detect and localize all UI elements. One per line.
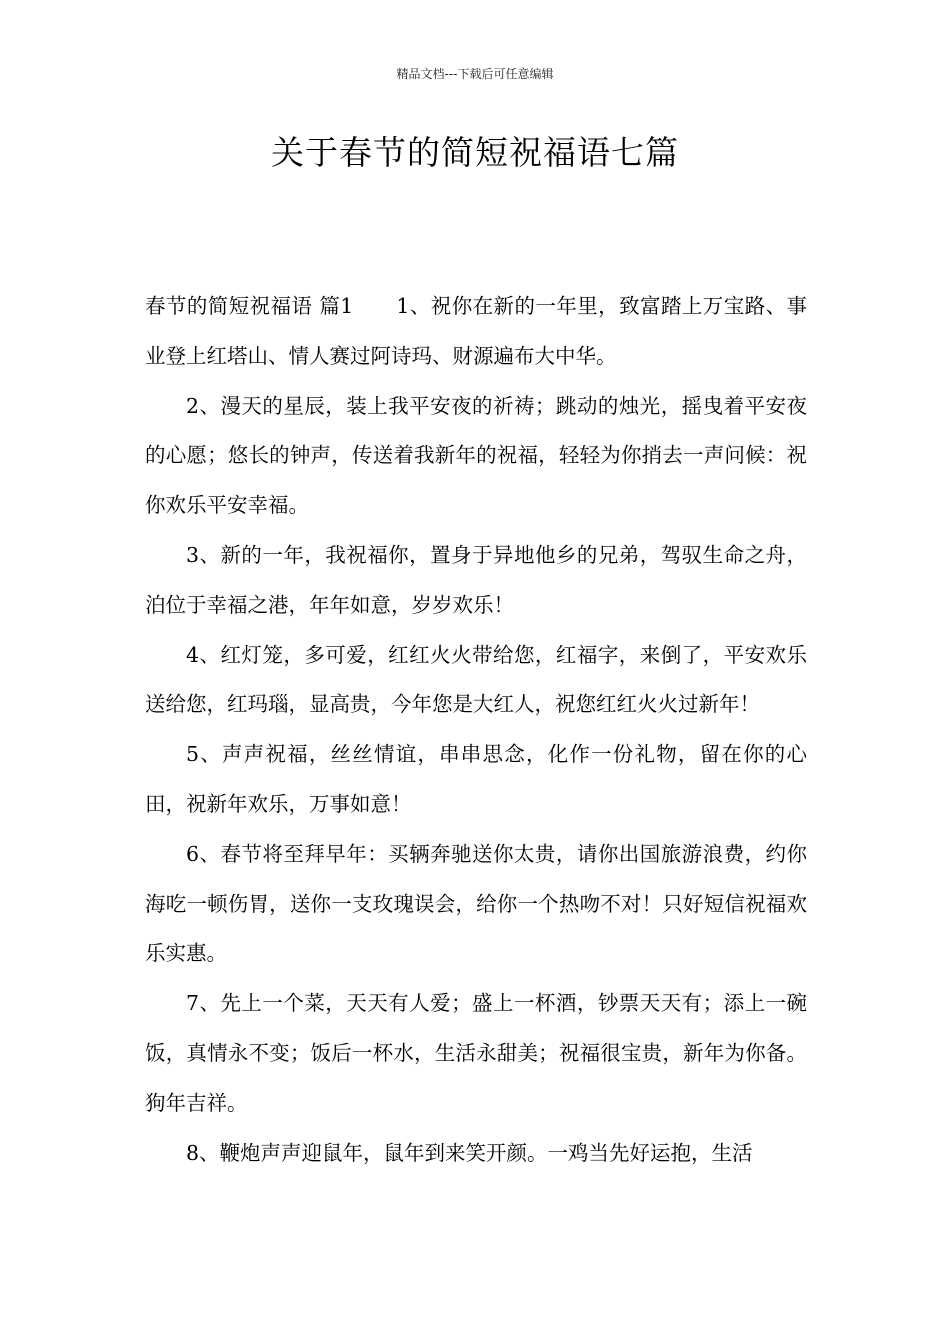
paragraph-2: 2、漫天的星辰，装上我平安夜的祈祷；跳动的烛光，摇曳着平安夜的心愿；悠长的钟声，传送着我新年的祝福，轻轻为你捎去一声问候：祝你欢乐平安幸福。 xyxy=(145,393,807,518)
document-title: 关于春节的简短祝福语七篇 xyxy=(271,133,679,172)
paragraph-6: 6、春节将至拜早年：买辆奔驰送你太贵，请你出国旅游浪费，约你海吃一顿伤胃，送你一支玫瑰误会，给你一个热吻不对！只好短信祝福欢乐实惠。 xyxy=(145,841,807,966)
section-heading: 春节的简短祝福语 篇1 xyxy=(145,294,354,318)
paragraph-3: 3、新的一年，我祝福你，置身于异地他乡的兄弟，驾驭生命之舟，泊位于幸福之港，年年如意，岁岁欢乐！ xyxy=(145,542,807,617)
paragraph-4: 4、红灯笼，多可爱，红红火火带给您，红福字，来倒了，平安欢乐送给您，红玛瑙，显高贵，今年您是大红人，祝您红红火火过新年！ xyxy=(145,642,807,717)
paragraph-5: 5、声声祝福，丝丝情谊，串串思念，化作一份礼物，留在你的心田，祝新年欢乐，万事如意！ xyxy=(145,742,807,816)
paragraph-1 xyxy=(145,282,807,382)
paragraph-7: 7、先上一个菜，天天有人爱；盛上一杯酒，钞票天天有；添上一碗饭，真情永不变；饭后一杯水，生活永甜美；祝福很宝贵，新年为你备。狗年吉祥。 xyxy=(145,991,807,1115)
paragraph-1-text: 1、祝你在新的一年里，致富踏上万宝路、事业登上红塔山、情人赛过阿诗玛、财源遍布大中华。 xyxy=(145,294,808,368)
header-note: 精品文档---下载后可任意编辑 xyxy=(396,67,554,81)
document-body xyxy=(145,282,807,1178)
paragraph-8: 8、鞭炮声声迎鼠年，鼠年到来笑开颜。一鸡当先好运抱，生活 xyxy=(186,1140,753,1165)
